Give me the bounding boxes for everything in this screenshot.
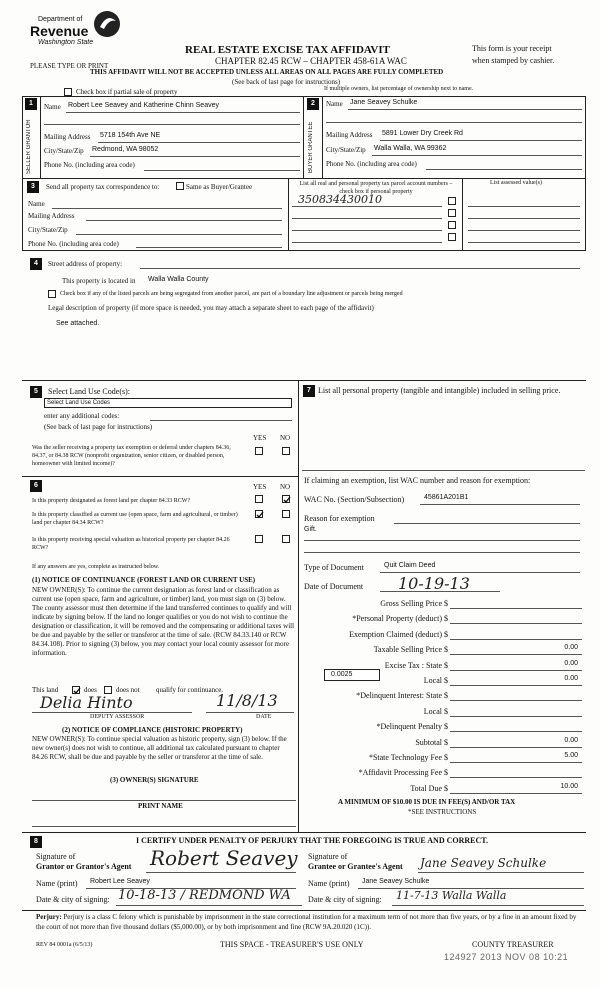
fully-completed-warning: THIS AFFIDAVIT WILL NOT BE ACCEPTED UNLESS ALL AREAS ON ALL PAGES ARE FULLY COMPLETED <box>90 68 444 76</box>
yes-header-5: YES <box>253 434 267 442</box>
total-row-value[interactable]: 10.00 <box>560 783 578 790</box>
corr-mail-label: Mailing Address <box>28 212 75 220</box>
see-back-5: (See back of last page for instructions) <box>44 423 153 431</box>
section-5-marker: 5 <box>30 386 42 398</box>
total-row-value[interactable]: 0.00 <box>564 644 578 651</box>
assessor-signature[interactable]: Delia Hinto <box>40 693 133 712</box>
perjury-label: Perjury: <box>36 913 62 921</box>
assessor-date[interactable]: 11/8/13 <box>216 691 278 710</box>
county-treasurer: COUNTY TREASURER <box>472 940 554 949</box>
forest-land-question: Is this property designated as forest land per chapter 84.33 RCW? <box>32 498 191 504</box>
personal-property-label: List all personal property (tangible and intangible) included in selling price. <box>318 386 561 395</box>
grantor-name-label: Name (print) <box>36 879 78 888</box>
reason-field[interactable]: Gift. <box>304 526 317 533</box>
segregated-checkbox[interactable] <box>48 290 56 298</box>
exemption-yes-checkbox[interactable] <box>255 447 263 455</box>
historic-question: Is this property receiving special valuation as historical property per chapter 84.26 RCW? <box>32 537 230 551</box>
parcel-3-personal-checkbox[interactable] <box>448 221 456 229</box>
owner-signature-label: (3) OWNER(S) SIGNATURE <box>110 776 199 784</box>
section-1-marker: 1 <box>25 98 37 110</box>
located-in-label: This property is located in <box>62 277 136 285</box>
total-row-label: *State Technology Fee $ <box>368 753 448 762</box>
buyer-name-field[interactable]: Jane Seavey Schulke <box>350 99 418 106</box>
dor-logo <box>30 6 130 52</box>
print-name-label: PRINT NAME <box>138 802 183 810</box>
receipt-line2: when stamped by cashier. <box>472 56 555 65</box>
section-3-marker: 3 <box>27 181 39 193</box>
section-6-marker: 6 <box>30 480 42 492</box>
corr-name-label: Name <box>28 200 45 208</box>
grantor-signature[interactable]: Robert Seavey <box>150 846 298 870</box>
buyer-city-label: City/State/Zip <box>326 146 366 154</box>
same-as-buyer-label: Same as Buyer/Grantee <box>186 183 253 191</box>
additional-codes-label: enter any additional codes: <box>44 412 120 420</box>
grantee-name-label: Name (print) <box>308 879 350 888</box>
seller-city-field[interactable]: Redmond, WA 98052 <box>92 146 159 153</box>
if-yes-note: If any answers are yes, complete as instructed below. <box>32 564 160 570</box>
total-row-label: *Delinquent Penalty $ <box>376 722 448 731</box>
grantor-date-label: Date & city of signing: <box>36 895 110 904</box>
seller-mail-field[interactable]: 5718 154th Ave NE <box>100 132 161 139</box>
local-rate-box[interactable] <box>324 669 380 681</box>
notice-continuance-title: (1) NOTICE OF CONTINUANCE (FOREST LAND OR CURRENT USE) <box>32 576 256 584</box>
total-row-label: Taxable Selling Price $ <box>373 645 448 654</box>
perjury-text <box>36 912 582 932</box>
total-row-label: Total Due $ <box>410 784 448 793</box>
minimum-due-note: A MINIMUM OF $10.00 IS DUE IN FEE(S) AND/OR TAX <box>338 798 516 806</box>
total-row-value[interactable]: 0.00 <box>564 737 578 744</box>
land-use-select-value: Select Land Use Codes <box>47 400 111 406</box>
receipt-stamp: 124927 2013 NOV 08 10:21 <box>444 952 569 962</box>
parcel-2-personal-checkbox[interactable] <box>448 209 456 217</box>
logo-swirl-icon <box>92 9 122 39</box>
no-header-5: NO <box>280 434 291 442</box>
partial-sale-label: Check box if partial sale of property <box>76 88 178 96</box>
total-row-value[interactable]: 0.00 <box>564 675 578 682</box>
form-subtitle: CHAPTER 82.45 RCW – CHAPTER 458-61A WAC <box>215 56 407 66</box>
doc-type-field[interactable]: Quit Claim Deed <box>384 562 436 569</box>
doc-type-label: Type of Document <box>304 563 364 572</box>
grantee-sig-label2: Grantee or Grantee's Agent <box>308 862 403 871</box>
legal-description-field[interactable]: See attached. <box>56 320 100 327</box>
county-field[interactable]: Walla Walla County <box>148 276 209 283</box>
buyer-phone-label: Phone No. (including area code) <box>326 160 417 168</box>
grantor-sig-label2: Grantor or Grantor's Agent <box>36 862 132 871</box>
no-header-6: NO <box>280 483 291 491</box>
historic-yes-checkbox[interactable] <box>255 535 263 543</box>
current-use-no-checkbox[interactable] <box>282 510 290 518</box>
assessed-header: List assessed value(s) <box>490 180 542 186</box>
seller-name-field[interactable]: Robert Lee Seavey and Katherine Chinn Seavey <box>68 102 219 109</box>
date-label-6: DATE <box>256 714 272 720</box>
notice-compliance-title: (2) NOTICE OF COMPLIANCE (HISTORIC PROPERTY) <box>62 726 243 734</box>
doc-date-label: Date of Document <box>304 582 364 591</box>
total-row-label: Subtotal $ <box>415 738 448 747</box>
legal-description-label: Legal description of property (if more space is needed, you may attach a separate sheet to each page of the affidavit) <box>48 304 374 312</box>
parcel-4-personal-checkbox[interactable] <box>448 233 456 241</box>
total-row-label: *Personal Property (deduct) $ <box>352 614 448 623</box>
corr-city-label: City/State/Zip <box>28 226 68 234</box>
this-land-label: This land <box>32 686 59 694</box>
grantor-date-field[interactable]: 10-18-13 / REDMOND WA <box>118 888 291 903</box>
total-row-label: Gross Selling Price $ <box>380 599 448 608</box>
corr-phone-label: Phone No. (including area code) <box>28 240 119 248</box>
total-row-value[interactable]: 0.00 <box>564 660 578 667</box>
qualify-label: qualify for continuance. <box>156 686 224 694</box>
total-row-label: Local $ <box>423 676 448 685</box>
total-row-label: Local $ <box>423 707 448 716</box>
total-row-label: *Affidavit Processing Fee $ <box>358 768 448 777</box>
total-row-label: *Delinquent Interest: State $ <box>356 691 448 700</box>
reason-label: Reason for exemption <box>304 514 375 523</box>
form-title: REAL ESTATE EXCISE TAX AFFIDAVIT <box>185 44 390 56</box>
wac-label: WAC No. (Section/Subsection) <box>304 495 405 504</box>
notice-compliance-body: NEW OWNER(S): To continue special valuation as historic property, sign (3) below. If the new owner(s) does not wish to continue, all additional tax calculated pursuant to chapter 84.26 RCW, shall be due and payable by the seller or transferor at the time of sale. <box>32 735 287 761</box>
does-not-label: does not <box>116 686 140 694</box>
deputy-assessor-label: DEPUTY ASSESSOR <box>90 714 145 720</box>
treasurer-space: THIS SPACE - TREASURER'S USE ONLY <box>220 940 364 949</box>
parcel-header: List all real and personal property tax parcel account numbers – check box if personal property <box>299 181 453 195</box>
grantor-name-field[interactable]: Robert Lee Seavey <box>90 878 150 885</box>
yes-header-6: YES <box>253 483 267 491</box>
buyer-mail-field[interactable]: 5891 Lower Dry Creek Rd <box>382 130 463 137</box>
land-use-label: Select Land Use Code(s): <box>48 387 130 396</box>
land-use-select[interactable] <box>44 398 292 408</box>
total-row-label: Exemption Claimed (deduct) $ <box>349 630 448 639</box>
seller-city-label: City/State/Zip <box>44 147 84 155</box>
buyer-city-field[interactable]: Walla Walla, WA 99362 <box>374 145 447 152</box>
total-row-value[interactable]: 5.00 <box>564 752 578 759</box>
street-address-label: Street address of property: <box>48 260 123 268</box>
claiming-exemption-label: If claiming an exemption, list WAC number and reason for exemption: <box>304 476 531 485</box>
parcel-number-field[interactable]: 350834430010 <box>298 193 382 206</box>
exemption-question: Was the seller receiving a property tax exemption or deferral under chapters 84.36, 84.37, or 84.38 RCW (nonprofit organization, senior citizen, or disabled person, homeowner with limited income)? <box>32 445 231 467</box>
seller-phone-label: Phone No. (including area code) <box>44 161 135 169</box>
notice-continuance-body: NEW OWNER(S): To continue the current designation as forest land or classification as current use (open space, farm and agriculture, or timber) land, you must sign on (3) below. The county assessor must then determine if the land transferred continues to qualify and will indicate by signing below. If the land no longer qualifies or you do not wish to continue the designation or classification, it will be removed and the compensating or additional taxes will be due and payable by the seller or transferor at the time of sale. (RCW 84.33.140 or RCW 84.34.108). Prior to signing (3) below, you may contact your local county assessor for more information. <box>32 586 295 657</box>
see-instructions-7: *SEE INSTRUCTIONS <box>408 808 477 816</box>
partial-sale-checkbox[interactable] <box>64 88 72 96</box>
buyer-mail-label: Mailing Address <box>326 131 373 139</box>
doc-date-field[interactable]: 10-19-13 <box>398 574 470 593</box>
certify-statement: I CERTIFY UNDER PENALTY OF PERJURY THAT THE FOREGOING IS TRUE AND CORRECT. <box>136 836 489 845</box>
parcel-1-personal-checkbox[interactable] <box>448 197 456 205</box>
logo-line1: Department of <box>38 16 83 23</box>
grantee-date-label: Date & city of signing: <box>308 895 382 904</box>
see-instructions: (See back of last page for instructions) <box>232 78 341 86</box>
receipt-line1: This form is your receipt <box>472 44 552 53</box>
total-row-label: Excise Tax : State $ <box>384 661 448 670</box>
segregated-label: Check box if any of the listed parcels are being segregated from another parcel, are part of a boundary line adjustment or parcels being merged <box>60 291 403 297</box>
section-2-marker: 2 <box>307 98 319 110</box>
buyer-grantee-label: BUYER GRANTEE <box>308 121 314 173</box>
buyer-name-label: Name <box>326 100 343 108</box>
seller-name-label: Name <box>44 103 61 111</box>
form-revision: REV 84 0001a (6/5/13) <box>36 942 93 948</box>
does-label: does <box>84 686 97 694</box>
grantee-date-field[interactable]: 11-7-13 Walla Walla <box>396 889 507 902</box>
section-4-marker: 4 <box>30 258 42 270</box>
please-type: PLEASE TYPE OR PRINT <box>30 62 109 70</box>
section-8-marker: 8 <box>30 836 42 848</box>
exemption-no-checkbox[interactable] <box>282 447 290 455</box>
grantor-sig-label1: Signature of <box>36 852 76 861</box>
grantee-signature[interactable]: Jane Seavey Schulke <box>420 856 547 870</box>
seller-mail-label: Mailing Address <box>44 133 91 141</box>
seller-grantor-label: SELLER GRANTOR <box>26 119 32 175</box>
forest-yes-checkbox[interactable] <box>255 495 263 503</box>
current-use-yes-checkbox[interactable] <box>255 510 263 518</box>
same-as-buyer-checkbox[interactable] <box>176 182 184 190</box>
local-rate-value: 0.0025 <box>331 671 353 678</box>
send-correspondence-label: Send all property tax correspondence to: <box>46 183 160 191</box>
perjury-body: Perjury is a class C felony which is punishable by imprisonment in the state correctional institution for a maximum term of not more than five years, or by a fine in an amount fixed by the court of not more than five thousand dollars ($5,000.00), or by both imprisonment and fine (RCW 9A.20.020 (1C)). <box>36 913 577 931</box>
logo-line3: Washington State <box>38 39 94 46</box>
forest-no-checkbox[interactable] <box>282 495 290 503</box>
logo-line2: Revenue <box>30 23 89 39</box>
current-use-question: Is this property classified as current use (open space, farm and agricultural, or timber) land per chapter 84.34 RCW? <box>32 512 238 526</box>
grantee-sig-label1: Signature of <box>308 852 348 861</box>
multiple-owners-note: If multiple owners, list percentage of ownership next to name. <box>324 86 474 92</box>
grantee-name-field[interactable]: Jane Seavey Schulke <box>362 878 430 885</box>
section-7-marker: 7 <box>303 385 315 397</box>
historic-no-checkbox[interactable] <box>282 535 290 543</box>
wac-field[interactable]: 45861A201B1 <box>424 494 469 501</box>
